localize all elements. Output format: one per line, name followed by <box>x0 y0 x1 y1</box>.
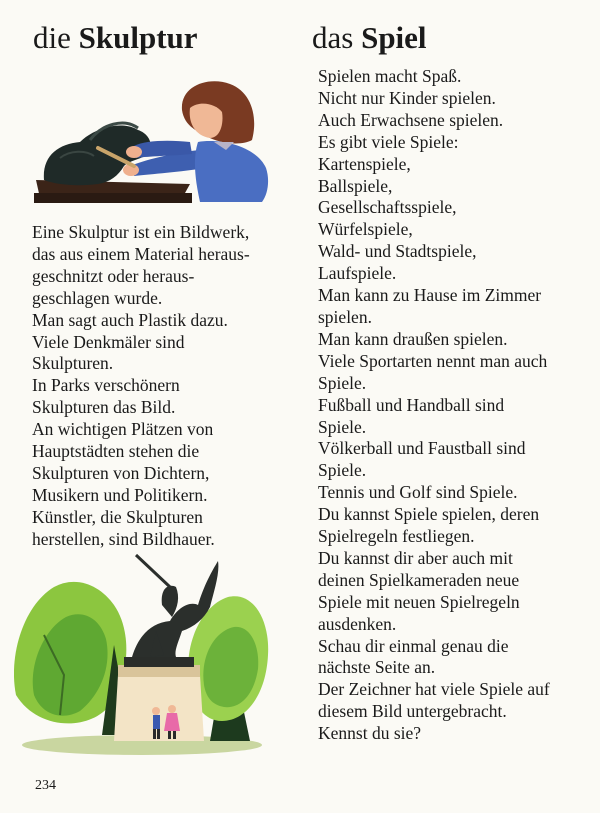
text-line: Du kannst Spiele spielen, deren <box>318 504 540 525</box>
text-line: Würfelspiele, <box>318 219 413 240</box>
text-line: das aus einem Material heraus- <box>32 243 250 264</box>
text-line: Viele Sportarten nennt man auch <box>318 350 548 371</box>
heading-article: das <box>312 20 354 55</box>
text-line: Tennis und Golf sind Spiele. <box>318 482 518 503</box>
text-line: In Parks verschönern <box>32 375 180 396</box>
text-line: Ballspiele, <box>318 175 393 196</box>
text-line: Spielregeln festliegen. <box>318 526 475 547</box>
equestrian-statue-park-illustration <box>14 545 270 757</box>
page-number: 234 <box>35 778 56 793</box>
text-line: Skulpturen das Bild. <box>32 397 176 418</box>
text-line: Kartenspiele, <box>318 153 411 174</box>
spiel-text <box>318 66 550 745</box>
text-line: Laufspiele. <box>318 263 397 284</box>
text-line: Hauptstädten stehen die <box>32 441 200 462</box>
skulptur-text <box>32 222 250 551</box>
text-line: Es gibt viele Spiele: <box>318 131 459 152</box>
text-line: Viele Denkmäler sind <box>32 331 185 352</box>
heading-word: Skulptur <box>78 20 198 55</box>
text-line: Skulpturen. <box>32 353 114 374</box>
text-line: An wichtigen Plätzen von <box>32 419 214 440</box>
text-line: Spiele. <box>318 416 367 437</box>
text-line: deinen Spielkameraden neue <box>318 569 520 590</box>
text-line: Kennst du sie? <box>318 723 422 744</box>
text-line: Du kannst dir aber auch mit <box>318 547 513 568</box>
text-line: Nicht nur Kinder spielen. <box>318 87 496 108</box>
text-line: Musikern und Politikern. <box>32 484 208 505</box>
text-line: Wald- und Stadtspiele, <box>318 241 477 262</box>
heading-skulptur <box>33 18 198 58</box>
text-line: Spielen macht Spaß. <box>318 66 462 86</box>
text-line: geschlagen wurde. <box>32 287 163 308</box>
text-line: Spiele. <box>318 372 367 393</box>
text-line: spielen. <box>318 306 372 327</box>
girl-touching-sculpture-illustration <box>30 80 272 208</box>
text-line: nächste Seite an. <box>318 657 436 678</box>
text-line: Völkerball und Faustball sind <box>318 438 526 459</box>
text-line: Auch Erwachsene spielen. <box>318 109 504 130</box>
text-line: Schau dir einmal genau die <box>318 635 509 656</box>
text-line: Künstler, die Skulpturen <box>32 506 203 527</box>
text-line: Fußball und Handball sind <box>318 394 505 415</box>
heading-article: die <box>33 20 71 55</box>
heading-word: Spiel <box>361 20 427 55</box>
text-line: Spiele. <box>318 460 367 481</box>
text-line: diesem Bild untergebracht. <box>318 701 507 722</box>
text-line: Man kann zu Hause im Zimmer <box>318 285 542 306</box>
text-line: herstellen, sind Bildhauer. <box>32 528 215 549</box>
text-line: Eine Skulptur ist ein Bildwerk, <box>32 222 250 242</box>
text-line: Skulpturen von Dichtern, <box>32 462 210 483</box>
heading-spiel <box>312 18 427 58</box>
text-line: Spiele mit neuen Spielregeln <box>318 591 520 612</box>
text-line: Der Zeichner hat viele Spiele auf <box>318 679 550 700</box>
text-line: geschnitzt oder heraus- <box>32 265 195 286</box>
text-line: Man sagt auch Plastik dazu. <box>32 309 228 330</box>
text-line: Gesellschaftsspiele, <box>318 197 457 218</box>
text-line: Man kann draußen spielen. <box>318 328 508 349</box>
text-line: ausdenken. <box>318 613 397 634</box>
